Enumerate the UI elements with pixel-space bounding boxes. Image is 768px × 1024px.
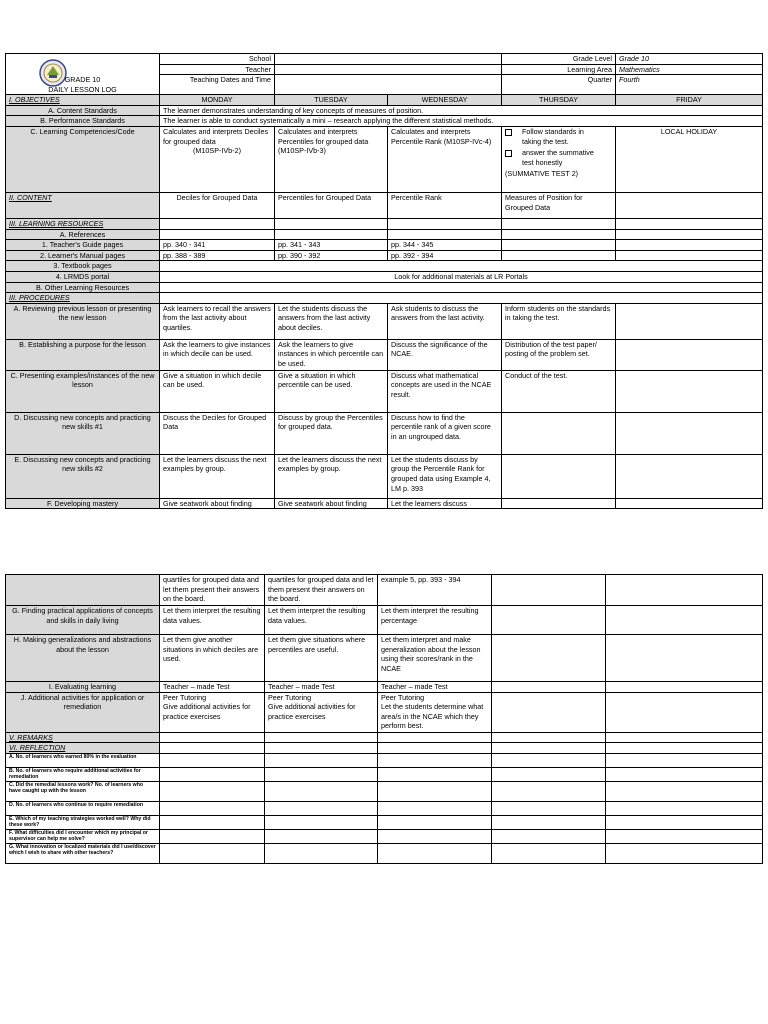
procedure-i-tuesday: Teacher – made Test — [265, 682, 378, 693]
day-header-thursday: THURSDAY — [502, 95, 616, 106]
procedure-b-tuesday: Ask the learners to give instances in which percentile can be used. — [275, 339, 388, 370]
competency-thursday — [502, 126, 616, 192]
competency-monday-code: (M10SP-IVb-2) — [193, 146, 241, 156]
day-header-wednesday: WEDNESDAY — [388, 95, 502, 106]
procedure-j-monday: Peer Tutoring Give additional activities for practice exercises — [160, 692, 265, 732]
procedure-f-label: F. Developing mastery — [6, 498, 160, 509]
procedure-h-monday: Let them give another situations in which deciles are used. — [160, 635, 265, 682]
procedure-e-wednesday: Let the students discuss by group the Percentile Rank for grouped data using Example 4, LM p. 393 — [388, 454, 502, 498]
reflection-item-b: B. No. of learners who require additional activities for remediation — [6, 767, 160, 781]
content-wednesday: Percentile Rank — [388, 192, 502, 218]
procedures-heading: III. PROCEDURES — [6, 293, 160, 304]
lrmds-text: Look for additional materials at LR Portals — [160, 271, 763, 282]
procedure-a-wednesday: Ask students to discuss the answers from the last activity. — [388, 303, 502, 339]
procedure-c-label: C. Presenting examples/instances of the new lesson — [6, 370, 160, 412]
procedure-j-tuesday: Peer Tutoring Give additional activities for practice exercises — [265, 692, 378, 732]
procedure-g-tuesday: Let them interpret the resulting data values. — [265, 606, 378, 635]
content-monday: Deciles for Grouped Data — [160, 192, 275, 218]
school-value[interactable] — [275, 54, 502, 65]
learning-resources-heading: III. LEARNING RESOURCES — [6, 218, 160, 229]
lm-wednesday: pp. 392 - 394 — [388, 250, 502, 261]
procedure-a-thursday: Inform students on the standards in taking the test. — [502, 303, 616, 339]
procedure-i-label: I. Evaluating learning — [6, 682, 160, 693]
teacher-label: Teacher — [160, 64, 275, 75]
content-standards-text: The learner demonstrates understanding of key concepts of measures of position. — [160, 105, 763, 116]
teaching-dates-label: Teaching Dates and Time — [160, 75, 275, 95]
reflection-heading: VI. REFLECTION — [6, 743, 160, 754]
tg-wednesday: pp. 344 - 345 — [388, 240, 502, 251]
other-resources-label: B. Other Learning Resources — [6, 282, 160, 293]
day-header-monday: MONDAY — [160, 95, 275, 106]
procedure-b-label: B. Establishing a purpose for the lesson — [6, 339, 160, 370]
competency-monday — [160, 126, 275, 192]
procedure-d-label: D. Discussing new concepts and practicing new skills #1 — [6, 412, 160, 454]
lesson-log-table-page-2 — [5, 574, 763, 864]
performance-standards-label: B. Performance Standards — [6, 116, 160, 127]
procedure-f-monday: Give seatwork about finding — [160, 498, 275, 509]
competency-tuesday: Calculates and interprets Percentiles for grouped data (M10SP-IVb-3) — [275, 126, 388, 192]
performance-standards-text: The learner is able to conduct systematically a mini – research applying the different statistical methods. — [160, 116, 763, 127]
references-label: A. References — [6, 229, 160, 240]
procedure-a-monday: Ask learners to recall the answers from the last activity about quartiles. — [160, 303, 275, 339]
procedure-a-label: A. Reviewing previous lesson or presenting the new lesson — [6, 303, 160, 339]
procedure-c-wednesday: Discuss what mathematical concepts are used in the NCAE result. — [388, 370, 502, 412]
remarks-heading: V. REMARKS — [6, 732, 160, 743]
tg-monday: pp. 340 - 341 — [160, 240, 275, 251]
lesson-log-table-page-1 — [5, 53, 763, 509]
thursday-item-2: answer the summative test honestly — [505, 148, 612, 167]
content-standards-label: A. Content Standards — [6, 105, 160, 116]
textbook-pages-label: 3. Textbook pages — [6, 261, 160, 272]
procedure-d-monday: Discuss the Deciles for Grouped Data — [160, 412, 275, 454]
grade-level-label: Grade Level — [502, 54, 616, 65]
content-heading: II. CONTENT — [6, 192, 160, 218]
procedure-a-tuesday: Let the students discuss the answers from the last activity about deciles. — [275, 303, 388, 339]
day-header-friday: FRIDAY — [616, 95, 763, 106]
learning-area-label: Learning Area — [502, 64, 616, 75]
reflection-item-d: D. No. of learners who continue to require remediation — [6, 801, 160, 815]
checkbox-icon — [505, 129, 512, 136]
procedure-i-monday: Teacher – made Test — [160, 682, 265, 693]
procedure-c-thursday: Conduct of the test. — [502, 370, 616, 412]
procedure-d-wednesday: Discuss how to find the percentile rank of a given score in an ungrouped data. — [388, 412, 502, 454]
content-tuesday: Percentiles for Grouped Data — [275, 192, 388, 218]
summative-test-note: (SUMMATIVE TEST 2) — [505, 169, 579, 179]
teaching-dates-value[interactable] — [275, 75, 502, 95]
checkbox-icon — [505, 150, 512, 157]
header-logo-cell — [6, 54, 160, 95]
procedure-g-wednesday: Let them interpret the resulting percentage — [378, 606, 492, 635]
procedure-i-wednesday: Teacher – made Test — [378, 682, 492, 693]
reflection-item-f: F. What difficulties did I encounter which my principal or supervisor can help me solve? — [6, 829, 160, 843]
procedure-d-tuesday: Discuss by group the Percentiles for grouped data. — [275, 412, 388, 454]
reflection-item-g: G. What innovation or localized materials did I use/discover which I wish to share with other teachers? — [6, 843, 160, 863]
teacher-value[interactable] — [275, 64, 502, 75]
content-thursday: Measures of Position for Grouped Data — [502, 192, 616, 218]
procedure-f-monday-cont: quartiles for grouped data and let them present their answers on the board. — [160, 575, 265, 606]
procedure-j-wednesday: Peer Tutoring Let the students determine what area/s in the NCAE which they perform best. — [378, 692, 492, 732]
day-header-tuesday: TUESDAY — [275, 95, 388, 106]
procedure-e-monday: Let the learners discuss the next examples by group. — [160, 454, 275, 498]
teachers-guide-label: 1. Teacher's Guide pages — [6, 240, 160, 251]
procedure-e-label: E. Discussing new concepts and practicing new skills #2 — [6, 454, 160, 498]
procedure-f-tuesday: Give seatwork about finding — [275, 498, 388, 509]
title-daily-lesson-log: DAILY LESSON LOG — [48, 84, 117, 94]
reflection-item-e: E. Which of my teaching strategies worked well? Why did these work? — [6, 815, 160, 829]
content-friday — [616, 192, 763, 218]
procedure-f-wednesday-cont: example 5, pp. 393 - 394 — [378, 575, 492, 606]
reflection-item-c: C. Did the remedial lessons work? No. of learners who have caught up with the lesson — [6, 781, 160, 801]
lm-monday: pp. 388 - 389 — [160, 250, 275, 261]
procedure-b-wednesday: Discuss the significance of the NCAE. — [388, 339, 502, 370]
school-label: School — [160, 54, 275, 65]
procedure-j-label: J. Additional activities for application or remediation — [6, 692, 160, 732]
learners-manual-label: 2. Learner's Manual pages — [6, 250, 160, 261]
competencies-label: C. Learning Competencies/Code — [6, 126, 160, 192]
procedure-f-wednesday: Let the learners discuss — [388, 498, 502, 509]
learning-area-value[interactable]: Mathematics — [616, 64, 763, 75]
thursday-item-1: Follow standards in taking the test. — [505, 127, 612, 146]
procedure-e-tuesday: Let the learners discuss the next examples by group. — [275, 454, 388, 498]
tg-tuesday: pp. 341 - 343 — [275, 240, 388, 251]
competency-monday-text: Calculates and interprets Deciles for grouped data — [163, 126, 269, 146]
competency-wednesday: Calculates and interprets Percentile Rank (M10SP-IVc-4) — [388, 126, 502, 192]
procedure-c-tuesday: Give a situation in which percentile can be used. — [275, 370, 388, 412]
grade-level-value[interactable]: Grade 10 — [616, 54, 763, 65]
competency-friday: LOCAL HOLIDAY — [616, 126, 763, 192]
procedure-h-tuesday: Let them give situations where percentiles are useful. — [265, 635, 378, 682]
procedure-h-wednesday: Let them interpret and make generalization about the lesson using their scores/rank in the NCAE — [378, 635, 492, 682]
procedure-f-tuesday-cont: quartiles for grouped data and let them present their answers on the board. — [265, 575, 378, 606]
title-grade: GRADE 10 — [64, 75, 101, 84]
procedure-h-label: H. Making generalizations and abstractions about the lesson — [6, 635, 160, 682]
lrmds-label: 4. LRMDS portal — [6, 271, 160, 282]
quarter-value[interactable]: Fourth — [616, 75, 763, 95]
procedure-b-thursday: Distribution of the test paper/ posting of the problem set. — [502, 339, 616, 370]
quarter-label: Quarter — [502, 75, 616, 95]
procedure-g-label: G. Finding practical applications of concepts and skills in daily living — [6, 606, 160, 635]
lm-tuesday: pp. 390 - 392 — [275, 250, 388, 261]
procedure-g-monday: Let them interpret the resulting data values. — [160, 606, 265, 635]
reflection-item-a: A. No. of learners who earned 80% in the evaluation — [6, 753, 160, 767]
objectives-heading: I. OBJECTIVES — [6, 95, 160, 106]
procedure-c-monday: Give a situation in which decile can be used. — [160, 370, 275, 412]
procedure-b-monday: Ask the learners to give instances in which decile can be used. — [160, 339, 275, 370]
